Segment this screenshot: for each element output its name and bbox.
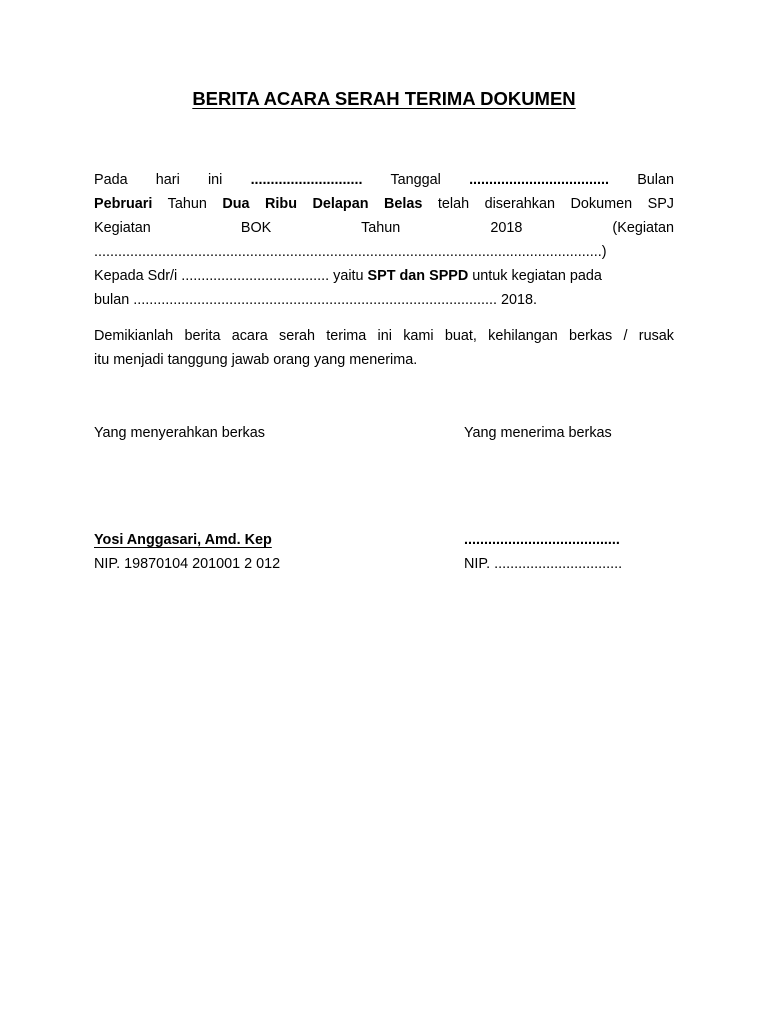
signature-left-label: Yang menyerahkan berkas bbox=[94, 425, 265, 441]
signature-left-name: Yosi Anggasari, Amd. Kep bbox=[94, 532, 272, 548]
paragraph1-line3: Kegiatan BOK Tahun 2018 (Kegiatan bbox=[94, 220, 675, 236]
paragraph2-line2: itu menjadi tanggung jawab orang yang menerima. bbox=[94, 352, 418, 368]
paragraph1-line1: Pada hari ini ............................ Tanggal ................................... Bulan bbox=[94, 172, 674, 188]
paragraph1-line4: ...............................................................................................................................) bbox=[94, 244, 607, 260]
paragraph1-line2: Pebruari Tahun Dua Ribu Delapan Belas telah diserahkan Dokumen SPJ bbox=[94, 196, 674, 212]
signature-right-label: Yang menerima berkas bbox=[464, 425, 612, 441]
signature-left-nip: NIP. 19870104 201001 2 012 bbox=[94, 556, 281, 572]
document-title: BERITA ACARA SERAH TERIMA DOKUMEN bbox=[192, 88, 576, 109]
paragraph1-line5: Kepada Sdr/i ..................................... yaitu SPT dan SPPD untuk kegiatan pada bbox=[94, 268, 602, 284]
paragraph1-line6: bulan ........................................................................................... 2018. bbox=[94, 292, 538, 308]
paragraph2-line1: Demikianlah berita acara serah terima ini kami buat, kehilangan berkas / rusak bbox=[94, 328, 674, 344]
signature-right-nip: NIP. ................................ bbox=[464, 556, 623, 572]
signature-right-name: ....................................... bbox=[464, 532, 620, 548]
